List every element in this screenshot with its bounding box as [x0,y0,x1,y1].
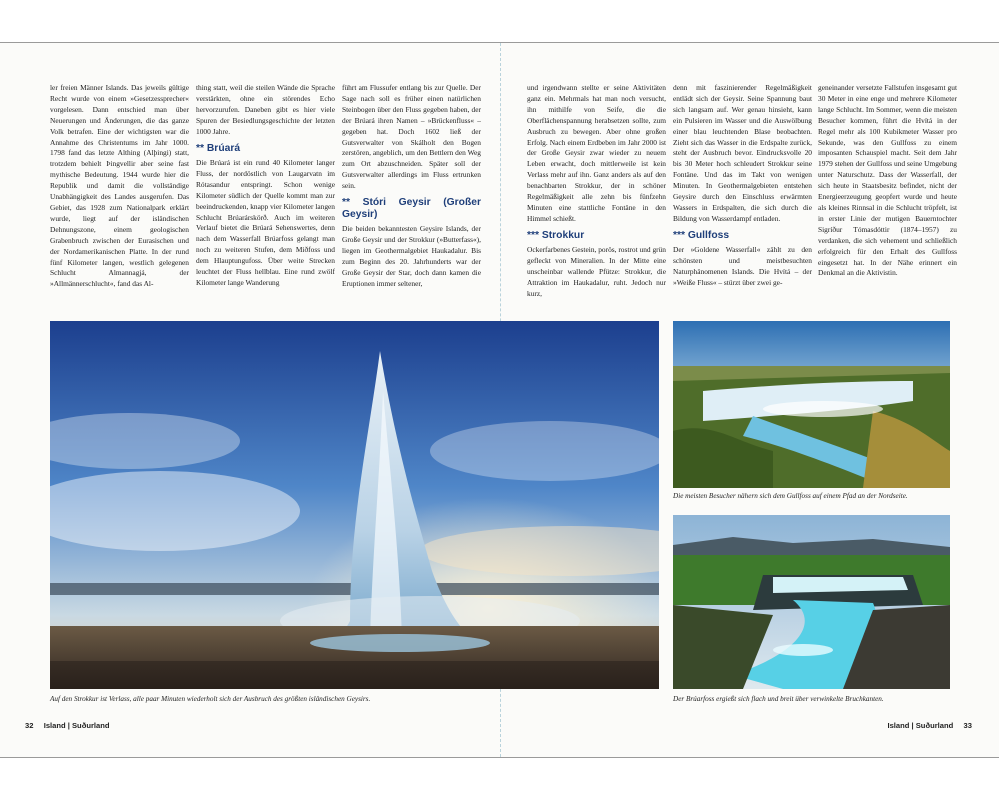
right-page-number: 33 [963,721,972,730]
right-folio [887,721,972,730]
left-page-number: 32 [25,721,34,730]
body-paragraph: Der »Goldene Wasserfall« zählt zu den schönsten und meistbesuchten Naturphänomenen Islands. Die Hvítá – der »Weiße Fluss« – stürzt über zwei ge- [673,245,812,287]
text-column-4 [527,83,666,300]
body-paragraph: ler freien Männer Islands. Das jeweils gültige Recht wurde von einem »Gesetzessprecher« vorgelesen. Dann entschied man über Neuerungen und Änderungen, die das ganze Volk betrafen. Eine der wichtigsten war die Annahme des Christentums im Jahr 1000. 1798 fand das letzte Althing (Alþingi) statt, trotzdem behielt Þingvellir aber seine fast mythische Bedeutung. 1944 wurde hier die Republik und damit die vollständige Unabhängigkeit des Landes ausgerufen. Das Gebiet, das 1928 zum Nationalpark erklärt wurde, liegt auf der isländischen Dehnungszone, einem geologischen Grabenbruch zwischen der Eurasischen und der Nordamerikanischen Platte. In der rund fünf Kilometer langen, westlich gelegenen Schlucht Almannagjá, der »Allmännerschlucht«, fand das Al- [50,83,189,289]
left-folio [25,721,110,730]
body-paragraph: Ockerfarbenes Gestein, porös, rostrot und grün gefleckt von Mineralien. In der Mitte eine unscheinbar wallende Pfütze: Strokkur, die Attraktion im Haukadalur, ruht. Jedoch nur kurz, [527,245,666,298]
body-paragraph: denn mit faszinierender Regelmäßigkeit entlädt sich der Geysir. Seine Spannung baut sich langsam auf. Wer genau hinsieht, kann ein Pulsieren im Wasser und die Auswölbung einer blau leuchtenden Blase beobachten. Zieht sich das Wasser in die Erdspalte zurück, steht der Ausbruch bevor. Eindrucksvolle 20 bis 30 Meter hoch schleudert Strokkur seine Fontäne. Und das im Takt von wenigen Minuten. In Geothermalgebieten entstehen Geysire durch den Einschluss erwärmten Wassers in Erdspalten, die sich durch die Bildung von Wasserdampf entladen. [673,83,812,223]
body-paragraph: thing statt, weil die steilen Wände die Sprache verstärkten, ohne ein störendes Echo hervorzurufen. Daneben gibt es hier viele Spuren der Besiedlungsgeschichte der letzten 1000 Jahre. [196,83,335,136]
left-running-title: Island | Suðurland [43,721,110,730]
section-heading: ** Stóri Geysir (Großer Geysir) [342,197,481,220]
text-column-3 [342,83,481,290]
gullfoss-waterfall-photo [673,321,950,488]
book-spread [0,42,999,758]
text-column-5 [673,83,812,289]
strokkur-geyser-photo [50,321,659,689]
body-paragraph: geneinander versetzte Fallstufen insgesamt gut 30 Meter in eine enge und mehrere Kilometer lange Schlucht. Im Sommer, wenn die meisten Besucher kommen, führt die Hvítá in der Regel mehr als 100 Kubikmeter Wasser pro Sekunde, was den Gullfoss zu einem imposanten Schauspiel macht. Seit dem Jahr 1979 stehen der Gullfoss und seine Umgebung unter Naturschutz. Dass der Wasserfall, der sich heute in Staatsbesitz befindet, nicht der Energieerzeugung geopfert wurde und heute als kleines Rinnsal in die Schlucht tröpfelt, ist in erster Linie der mutigen Bauerntochter Sigríður Tómasdóttir (1874–1957) zu verdanken, die sich vehement und schließlich erfolgreich für den Erhalt des Gullfoss eingesetzt hat. In der Nähe erinnert ein Denkmal an die Aktivistin. [818,83,957,278]
right-running-title: Island | Suðurland [887,721,954,730]
section-heading: *** Strokkur [527,229,585,241]
body-paragraph: Die beiden bekanntesten Geysire Islands, der Große Geysir und der Strokkur (»Butterfass«), liegen im Geothermalgebiet Haukadalur. Bis zum Beginn des 20. Jahrhunderts war der Große Geysir der Star, doch dann kamen die Eruptionen immer seltener, [342,224,481,288]
section-heading: ** Brúará [196,142,241,154]
bruarfoss-photo-caption: Der Brúarfoss ergießt sich flach und breit über verwinkelte Bruchkanten. [673,695,884,703]
section-heading: *** Gullfoss [673,229,730,241]
text-column-1 [50,83,189,290]
body-paragraph: und irgendwann stellte er seine Aktivitäten ganz ein. Mehrmals hat man noch versucht, ihn mithilfe von Seife, die die Oberflächenspannung herabsetzen sollte, zum Ausbruch zu bewegen. Aber ohne großen Erfolg. Nach einem Erdbeben im Jahr 2000 ist der Große Geysir zwar wieder zu neuem Leben erwacht, doch mittlerweile ist kein Verlass mehr auf ihn. Ganz anders als auf den benachbarten Strokkur, der in schöner Regelmäßigkeit alle zehn bis fünfzehn Minuten eine stattliche Fontäne in den Himmel schießt. [527,83,666,223]
text-column-6 [818,83,957,279]
text-column-2 [196,83,335,289]
body-paragraph: Die Brúará ist ein rund 40 Kilometer langer Fluss, der nordöstlich von Laugarvatn im Rótasandur entspringt. Schon wenige Kilometer südlich der Quelle kommt man zur beeindruckenden, knapp vier Kilometer langen Schlucht Brúarárskörð. Auch im weiteren Verlauf bietet die Brúará Sehenswertes, denn nach dem Wasserfall Brúarfoss gelangt man noch zu weiteren Stufen, dem Miðfoss und dem Hlauptungufoss. Über weite Strecken leuchtet der Fluss hellblau. Eine rund zwölf Kilometer lange Wanderung [196,158,335,287]
bruarfoss-waterfall-photo [673,515,950,689]
gullfoss-photo-caption: Die meisten Besucher nähern sich dem Gullfoss auf einem Pfad an der Nordseite. [673,492,908,500]
body-paragraph: führt am Flussufer entlang bis zur Quelle. Der Sage nach soll es früher einen natürlichen Steinbogen über den Fluss gegeben haben, der der Brúará ihren Namen – »Brückenfluss« – gegeben hat. Doch 1602 ließ der Gutsverwalter von Skálholt den Bogen zerstören, angeblich, um den Bettlern den Weg zum Ort abzuschneiden. Später soll der Gutsverwalter allerdings im Fluss ertrunken sein. [342,83,481,191]
main-photo-caption: Auf den Strokkur ist Verlass, alle paar Minuten wiederholt sich der Ausbruch des größten isländischen Geysirs. [50,695,371,703]
